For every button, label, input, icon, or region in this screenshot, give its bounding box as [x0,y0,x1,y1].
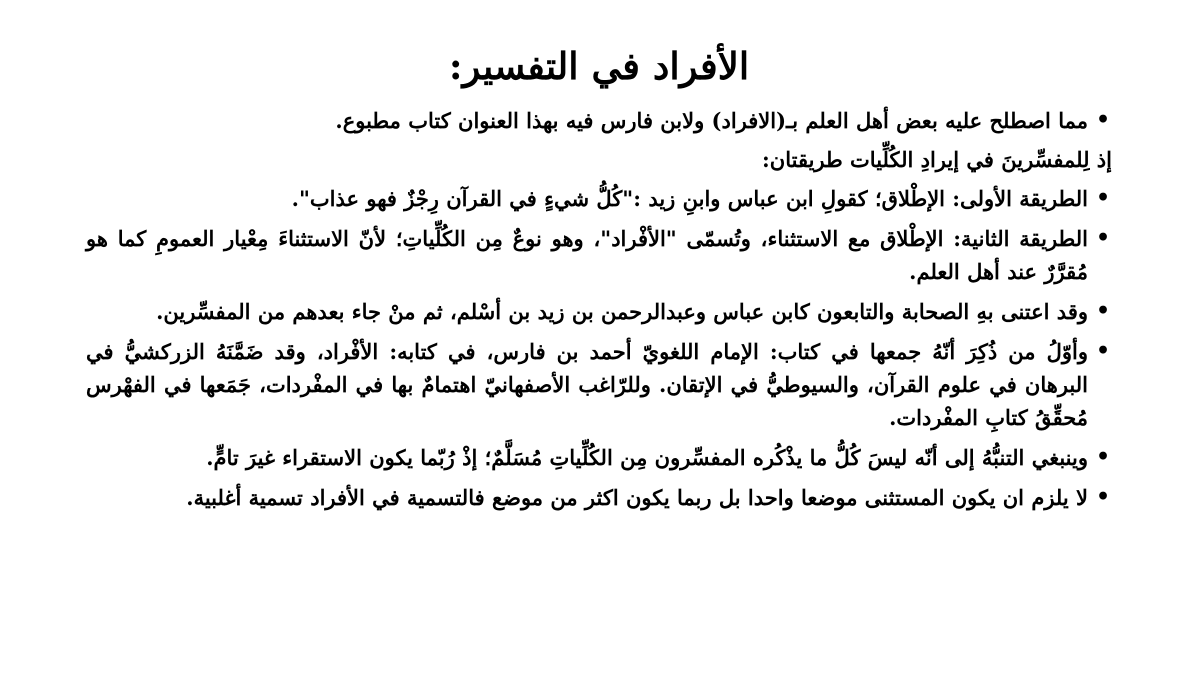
list-item-6 [86,441,1112,474]
list-item-text: مما اصطلح عليه بعض أهل العلم بـ(الافراد) ولابن فارس فيه بهذا العنوان كتاب مطبوع. [335,108,1088,133]
list-item-text: لا يلزم ان يكون المستثنى موضعا واحدا بل ربما يكون اكثر من موضع فالتسمية في الأفراد تسمية أغلبية. [186,485,1088,510]
list-item-text: الطريقة الأولى: الإطْلاق؛ كقولِ ابن عباس وابنِ زيد :"كُلُّ شيءٍ في القرآن رِجْزٌ فهو عذاب". [291,186,1088,211]
list-item-3 [86,222,1112,288]
intro-text: إذ لِلمفسِّرينَ في إيرادِ الكُلِّيات طريقتان: [762,147,1112,172]
content-list [86,104,1112,514]
list-item-text: وينبغي التنبُّهُ إلى أنّه ليسَ كُلُّ ما يذْكُره المفسِّرون مِن الكُلِّياتِ مُسَلَّمٌ؛ إذْ رُبّما يكون الاستقراء غيرَ تامٍّ. [206,445,1088,470]
bullet-icon: • [1095,484,1111,510]
intro-line [86,144,1112,176]
list-item-2 [86,182,1112,215]
bullet-icon: • [1095,298,1111,324]
list-item-text: الطريقة الثانية: الإطْلاق مع الاستثناء، وتُسمّى "الأفْراد"، وهو نوعٌ مِن الكُلِّياتِ؛ لأنّ الاستثناءَ مِعْيار العمومِ كما هو مُقرَّرٌ عند أهل العلم. [86,226,1088,284]
list-item-7 [86,481,1112,514]
slide-title: الأفراد في التفسير: [448,44,750,88]
list-item-5 [86,335,1112,434]
bullet-icon: • [1095,338,1111,364]
list-item-4 [86,295,1112,328]
bullet-icon: • [1095,107,1111,133]
bullet-icon: • [1095,185,1111,211]
list-item-1 [86,104,1112,137]
list-item-text: وأوّلُ من ذُكِرَ أنّهُ جمعها في كتاب: الإمام اللغويّ أحمد بن فارس، في كتابه: الأفْراد، وقد ضَمَّنَهُ الزركشيُّ في البرهان في علوم القرآن، والسيوطيُّ في الإتقان. وللرّاغب الأصفهانيّ اهتمامٌ بها في المفْردات، جَمَعها في الفهْرس مُحقِّقُ كتابِ المفْردات. [86,339,1088,430]
bullet-icon: • [1095,444,1111,470]
bullet-icon: • [1095,225,1111,251]
list-item-text: وقد اعتنى بهِ الصحابة والتابعون كابن عباس وعبدالرحمن بن زيد بن أسْلم، ثم منْ جاء بعدهم من المفسِّرين. [156,299,1088,324]
